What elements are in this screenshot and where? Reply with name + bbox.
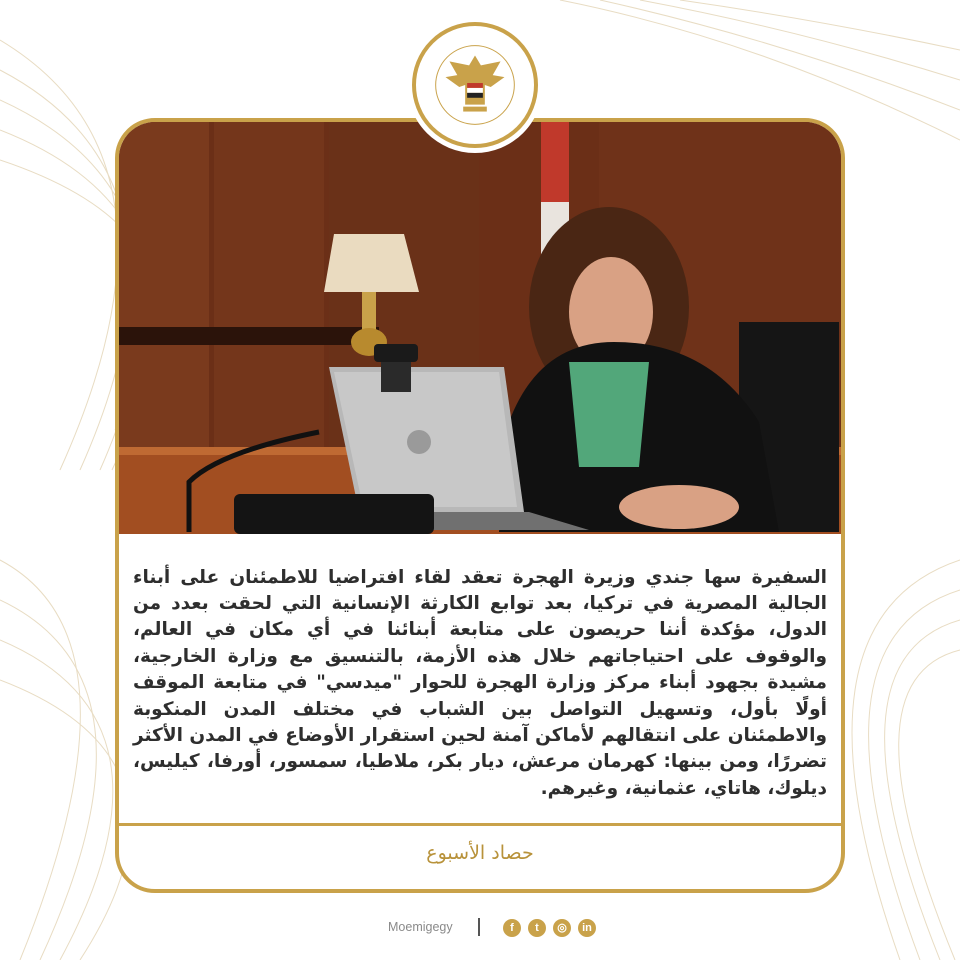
- minister-photo: [119, 122, 841, 534]
- weekly-harvest-label: حصاد الأسبوع: [426, 842, 534, 864]
- ministry-logo: [412, 22, 538, 148]
- gold-divider: [119, 823, 841, 826]
- news-card: [115, 118, 845, 893]
- social-bar: [0, 916, 960, 946]
- social-handle[interactable]: Moemigegy: [388, 920, 453, 934]
- twitter-icon[interactable]: t: [528, 919, 546, 937]
- eagle-emblem-icon: [416, 26, 534, 144]
- instagram-icon[interactable]: ◎: [553, 919, 571, 937]
- article-body-text: السفيرة سها جندي وزيرة الهجرة تعقد لقاء افتراضيا للاطمئنان على أبناء الجالية المصرية في تركيا، بعد توابع الكارثة الإنسانية التي لحقت بعدد من الدول، مؤكدة أننا حريصون على متابعة أبنائنا في أي مكان في العالم، والوقوف على احتياجاتهم خلال هذه الأزمة، بالتنسيق مع وزارة الخارجية، مشيدة بجهود أبناء مركز وزارة الهجرة للحوار "ميدسي" في متابعة الموقف أولًا بأول، وتسهيل التواصل بين الشباب في مختلف المدن المنكوبة والاطمئنان على انتقالهم لأماكن آمنة لحين استقرار الأوضاع في المدن الأكثر تضررًا، ومن بينها: كهرمان مرعش، ديار بكر، ملاطيا، سمسور، أورفا، كيليس، ديلوك، هاتاي، عثمانية، وغيرهم.: [133, 566, 827, 799]
- facebook-icon[interactable]: f: [503, 919, 521, 937]
- separator: [478, 918, 480, 936]
- linkedin-icon[interactable]: in: [578, 919, 596, 937]
